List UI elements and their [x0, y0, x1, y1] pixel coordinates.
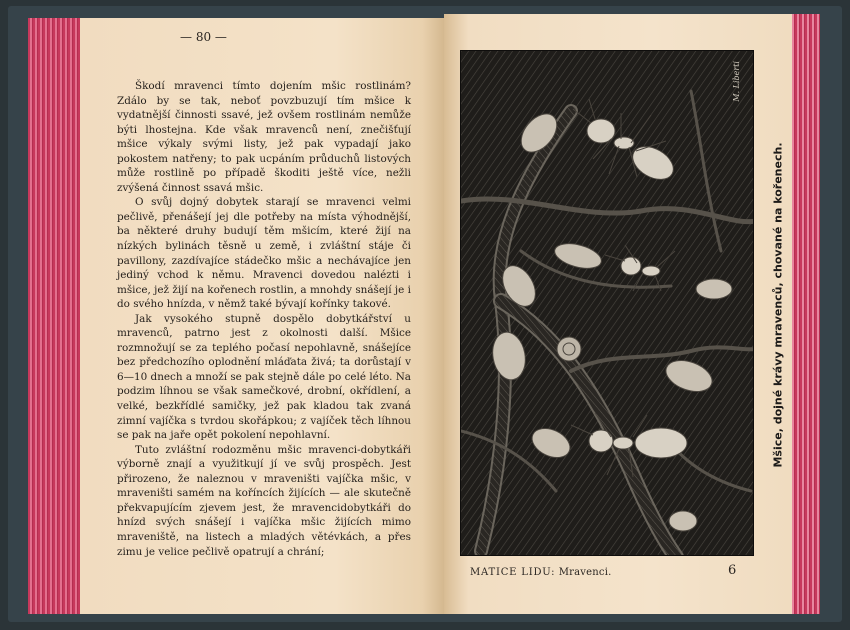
signature-number: 6 [728, 563, 737, 578]
series-name: MATICE LIDU: [470, 567, 556, 578]
engraver-signature: M. Liberti [732, 61, 741, 102]
ant-aphid-illustration [461, 51, 754, 556]
series-footer [470, 567, 612, 578]
body-text [117, 79, 411, 559]
paragraph: Jak vysokého stupně dospělo dobytkářství u mravenců, patrno jest z okolnosti další. Mšice rozmnožují se za teplého počasí nepohlavně, snášejíce bez předchozího oplodnění mláďata živá; ta dorůstají v 6—10 dnech a množí se pak stejně dále po celé léto. Na podzim líhnou se však samečkové, drobní, okřídlení, a velké, bezkřídlé samičky, jež pak kladou tak zvaná zimní vajíčka s tvrdou skořápkou; z vajíček těch líhnou se pak na jaře opět pokolení nepohlavní. [117, 312, 411, 442]
page-number-left: — 80 — [180, 30, 227, 44]
plate-caption-text: Mšice, dojné krávy mravenců, chované na kořenech. [771, 142, 785, 468]
paragraph: O svůj dojný dobytek starají se mravenci velmi pečlivě, přenášejí jej dle potřeby na místa výhodnější, ba některé druhy budují těm mšicím, které žijí na nízkých bylinách těsně u země, i zvláštní stáje či pavillony, zazdívajíce stádečko mšic a nechávajíce jen jediný vchod k němu. Mravenci dovedou nalézti i mšice, jež žijí na kořenech rostlin, a mnohdy snášejí je i do svého hnízda, v němž také bývají kořínky takové. [117, 196, 411, 311]
series-title: Mravenci. [558, 567, 612, 578]
engraving-plate [460, 50, 754, 556]
snail-shell [557, 337, 581, 361]
page-edge-right [790, 14, 820, 614]
page-edge-left [28, 18, 80, 614]
paragraph: Škodí mravenci tímto dojením mšic rostlinám? Zdálo by se tak, neboť povzbuzují tím mšice k vydatnější činnosti ssavé, jež ovšem rostlinám nemůže býti lhostejna. Kde však mravenců není, znečišťují mšice výkaly svými listy, jež pak vypadají jako pokostem natřeny; to pak ucpáním průduchů listových může rostlině po případě škoditi ještě více, nežli zvýšená činnost ssavá mšic. [117, 80, 411, 194]
paragraph: Tuto zvláštní rodozměnu mšic mravenci-dobytkáři výborně znají a využitkují jí ve svůj prospěch. Jest přirozeno, že naleznou v mraveništi vajíčka mšic, v mraveništi samém na koříncích žijících — ale skutečně překvapujícím zjevem jest, že mravencidobytkáři do hnízd svých snášejí i vajíčka mšic žijících mimo mraveniště, na listech a mladých větévkách, a přes zimu je velice pečlivě opatrují a chrání; [117, 443, 411, 558]
